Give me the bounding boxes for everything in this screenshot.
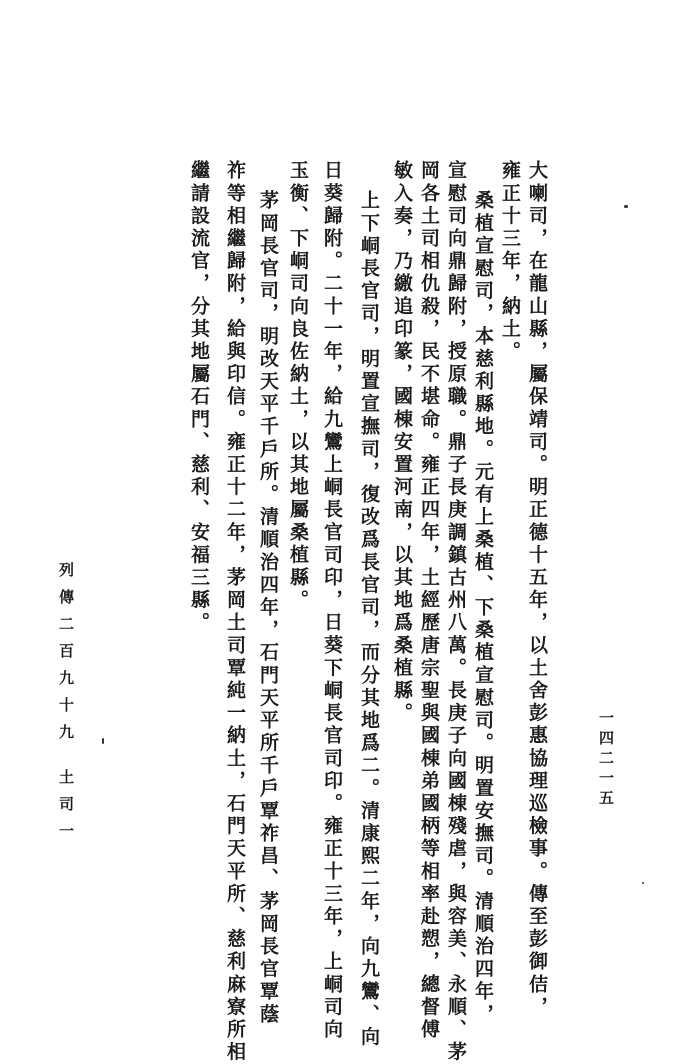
scan-speck [624,205,628,208]
text-column-12: 繼請設流官，分其地屬石門、慈利、安福三縣。 [188,160,210,635]
text-column-2: 雍正十三年，納土。 [499,160,521,364]
text-column-4: 宣慰司向鼎歸附，授原職。鼎子長庚調鎮古州八萬。長庚子向國棟殘虐，與容美、永順、茅 [445,160,467,1064]
text-column-7: 上下峒長官司，明置宣撫司，復改爲長官司，而分其地爲二。清康熙二年，向九鸞、向 [358,190,380,1049]
text-column-1: 大喇司，在龍山縣，屬保靖司。明正德十五年，以土舍彭惠協理巡檢事。傳至彭御佶， [526,160,548,1019]
text-column-8: 日葵歸附。二十一年，給九鸞上峒長官司印，日葵下峒長官司印。雍正十三年，上峒司向 [321,160,343,1042]
text-column-3: 桑植宣慰司，本慈利縣地。元有上桑植、下桑植宣慰司。明置安撫司。清順治四年， [472,190,494,1027]
scan-speck [642,882,644,884]
text-column-9: 玉衡、下峒司向良佐納土，以其地屬桑植縣。 [287,160,309,612]
text-column-11: 祚等相繼歸附，給與印信。雍正十二年，茅岡土司覃純一納土，石門天平所、慈利麻寮所相 [224,160,246,1064]
text-column-10: 茅岡長官司，明改天平千戶所。清順治四年，石門天平所千戶覃祚昌、茅岡長官覃蔭 [257,190,279,1027]
chapter-title: 列傳二百九十九 [57,562,75,751]
scan-speck [102,738,104,744]
text-column-6: 敏入奏，乃繳追印篆，國棟安置河南，以其地爲桑植縣。 [391,160,413,725]
page-number: 一四二一五 [597,710,615,810]
text-column-5: 岡各土司相仇殺，民不堪命。雍正四年，土經歷唐宗聖與國棟弟國柄等相率赴愬，總督傅 [418,160,440,1042]
section-title: 土司一 [57,769,75,850]
running-title [56,562,77,850]
